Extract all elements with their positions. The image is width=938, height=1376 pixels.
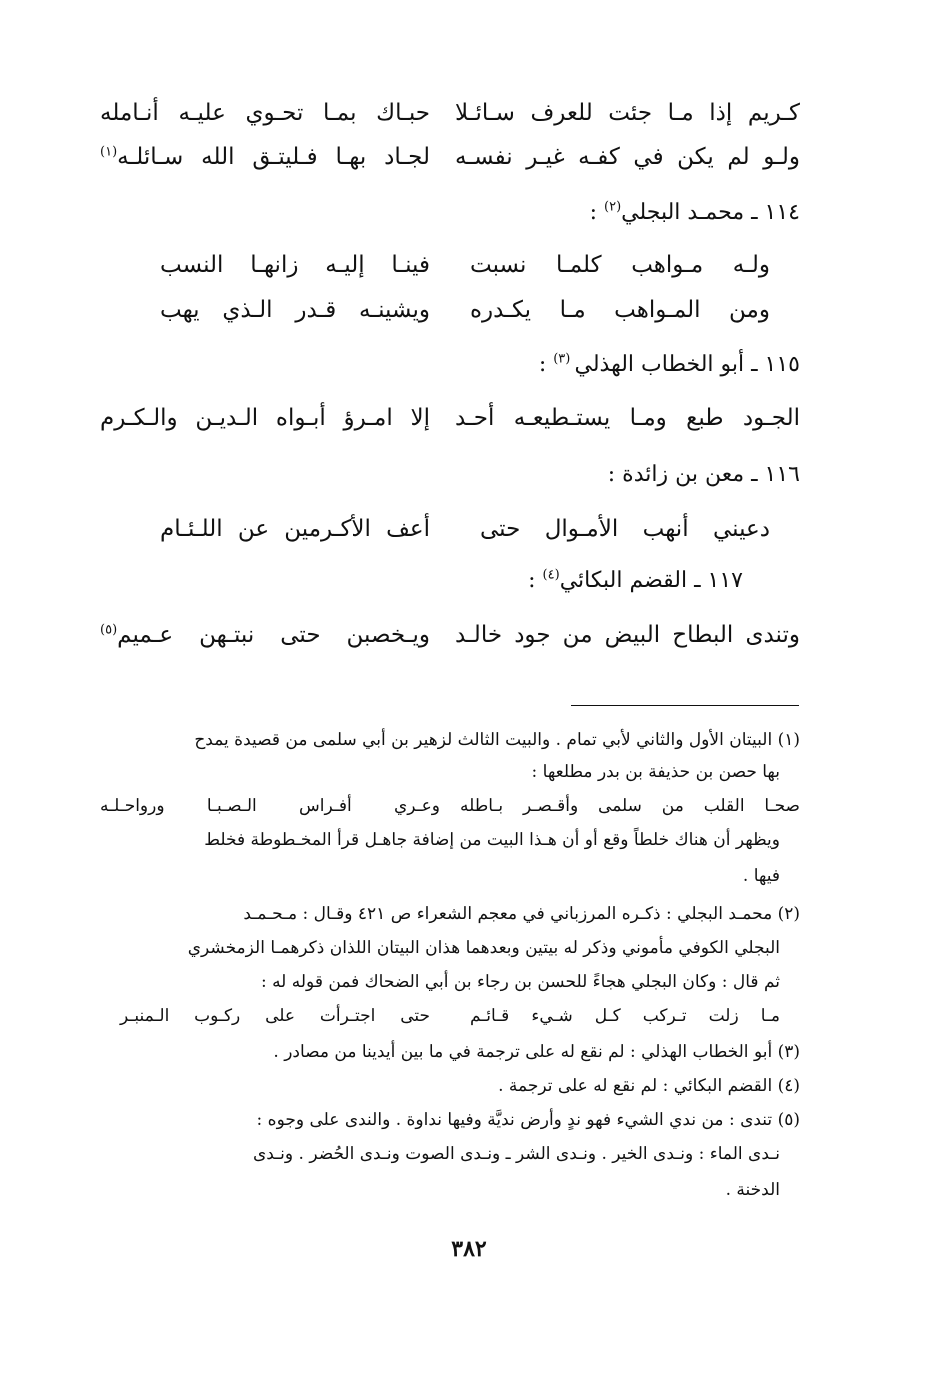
- footnote-line: ويظهر أن هناك خلطاً وقع أو أن هـذا البيت من إضافة جاهـل قرأ المخـطوطة فخلط: [204, 830, 780, 850]
- footnote-line: (١) البيتان الأول والثاني لأبي تمام . والبيت الثالث لزهير بن أبي سلمى من قصيدة يمدح: [194, 730, 800, 750]
- verse-line: [160, 252, 770, 278]
- verse-line: [100, 622, 800, 648]
- verse-hemistich-first: دعيني أنهب الأمـوال حتى: [480, 516, 770, 542]
- verse-hemistich-first: صحـا القلب من سلمى وأقـصـر بـاطله: [460, 796, 800, 816]
- verse-line: [100, 144, 800, 170]
- verse-hemistich-second: حتى اجتـرأت على ركـوب الـمنبـر: [120, 1006, 430, 1026]
- verse-line: [100, 100, 800, 126]
- footnote-verse: [120, 1006, 780, 1026]
- heading-colon: :: [589, 200, 604, 225]
- heading-text: ١١٦ ـ معن بن زائدة :: [607, 462, 800, 487]
- verse-hemistich-second: فينـا إليـه زانهـا النسب: [160, 252, 430, 278]
- footnote-line: الدخنة .: [725, 1180, 780, 1200]
- heading-text: ١١٥ ـ أبو الخطاب الهذلي: [574, 352, 800, 377]
- verse-hemistich-first: الجـود طبع ومـا يستـطيعـه أحـد: [455, 405, 800, 431]
- verse-hemistich-second: إلا امـرؤ أبـواه الـديـن والـكـرم: [100, 405, 430, 431]
- footnote-marker[interactable]: (١): [100, 144, 118, 160]
- footnote-line: بها حصن بن حذيفة بن بدر مطلعها :: [531, 762, 780, 782]
- heading-text: ١١٧ ـ القضم البكائي: [559, 568, 743, 593]
- verse-hemistich-second: أعف الأكـرمين عن اللـئـام: [160, 516, 430, 542]
- verse-hemistich-first: كـريم إذا مـا جئت للعرف سـائـلا: [455, 100, 800, 126]
- verse-hemistich-first: ولـه مـواهب كلمـا نسبت: [470, 252, 770, 278]
- footnote-line: البجلي الكوفي مأموني وذكر له بيتين وبعدهما هذان البيتان اللذان ذكرهمـا الزمخشري: [187, 938, 780, 958]
- section-heading: [608, 462, 800, 487]
- verse-line: [160, 516, 770, 542]
- verse-hemistich-second: [100, 622, 430, 648]
- page-number: ٣٨٢: [451, 1236, 487, 1262]
- footnote-line: (٣) أبو الخطاب الهذلي : لم نقع له على ترجمة في ما بين أيدينا من مصادر .: [273, 1042, 800, 1062]
- footnote-line: (٢) محمـد البجلي : ذكـره المرزباني في معجم الشعراء ص ٤٢١ وقـال : مـحـمـد: [243, 904, 800, 924]
- footnote-divider: [571, 705, 799, 706]
- verse-line: [160, 297, 770, 323]
- footnote-line: ثم قال : وكان البجلي هجاءً للحسن بن رجاء بن أبي الضحاك فمن قوله له :: [260, 972, 780, 992]
- heading-text: ١١٤ ـ محمـد البجلي: [621, 200, 800, 225]
- footnote-line: (٥) تندى : من ندي الشيء فهو ندٍ وأرض نديَّة وفيها نداوة . والندى على وجوه :: [256, 1110, 800, 1130]
- section-heading: [539, 352, 800, 377]
- footnote-marker[interactable]: (٣): [553, 351, 575, 367]
- heading-colon: :: [538, 352, 554, 377]
- footnote-line: فيها .: [742, 866, 780, 886]
- footnote-verse: [100, 796, 800, 816]
- section-heading: [590, 200, 800, 225]
- section-heading: [528, 568, 743, 593]
- footnote-line: نـدى الماء : ونـدى الخير . ونـدى الشر ـ ونـدى الصوت ونـدى الحُضر . ونـدى: [252, 1144, 780, 1164]
- footnote-marker[interactable]: (٤): [542, 567, 560, 583]
- verse-hemistich-first: وتندى البطاح البيض من جود خالـد: [455, 622, 800, 648]
- verse-text: لجـاد بهـا فـليتـق الله سـائلـه: [117, 144, 430, 170]
- verse-hemistich-second: حبـاك بمـا تحـوي عليـه أنـامله: [100, 100, 430, 126]
- verse-line: [100, 405, 800, 431]
- verse-hemistich-second: وعـري أفـراس الـصـبـا ورواحـلـه: [100, 796, 440, 816]
- verse-text: ويـخصبن حتى نبتـهن عـميم: [117, 622, 430, 648]
- footnote-marker[interactable]: (٢): [604, 199, 622, 215]
- verse-hemistich-first: مـا زلت تـركب كـل شـيء قـائـم: [470, 1006, 780, 1026]
- heading-colon: :: [528, 568, 543, 593]
- verse-hemistich-second: [100, 144, 430, 170]
- footnote-line: (٤) القضم البكائي : لم نقع له على ترجمة .: [498, 1076, 800, 1096]
- verse-hemistich-first: ولـو لم يكن في كفـه غيـر نفسـه: [455, 144, 800, 170]
- footnote-marker[interactable]: (٥): [100, 622, 118, 638]
- verse-hemistich-first: ومن المـواهب مـا يكـدره: [470, 297, 770, 323]
- verse-hemistich-second: ويشينـه قـدر الـذي يهب: [160, 297, 430, 323]
